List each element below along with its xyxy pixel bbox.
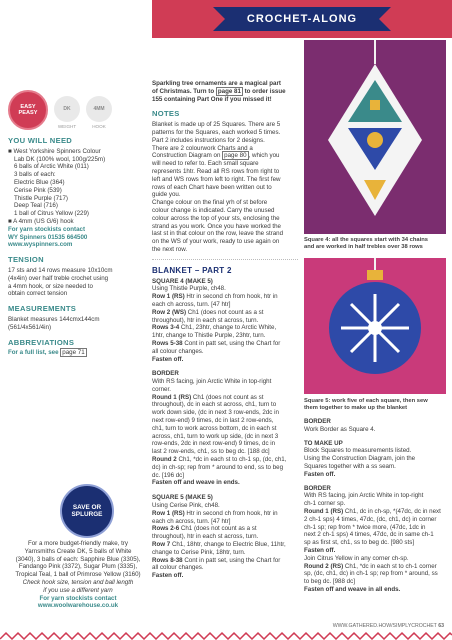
you-will-need-heading: YOU WILL NEED — [8, 136, 73, 145]
page-number: 63 — [438, 623, 444, 629]
yarn-ball-icon — [54, 96, 80, 122]
square4-heading: SQUARE 4 (MAKE 5) — [152, 277, 213, 285]
need-line: 3 balls of each: — [14, 171, 56, 179]
page-link[interactable]: page 81 — [217, 87, 241, 95]
square4-photo — [304, 40, 446, 234]
tension-line: obtain correct tension — [8, 290, 68, 298]
border-heading: BORDER — [304, 484, 331, 492]
square5-heading: SQUARE 5 (MAKE 5) — [152, 494, 213, 502]
right-column-text: BORDER Work Border as Square 4. TO MAKE UP Block Squares to measurements listed. Using the Construction Diagram, join the Squares together with a ss seam. Fasten off. BORDER With RS facing, join Arctic White in top-right ch-1 corner sp. Round 1 (RS) Ch1, dc in ch-sp, *(47dc, dc in next 2 ch-1 sps) 4 times, 47dc, (dc, ch1, dc) in corner ch-1 sp; rep from * twice more, (47dc, 1dc in next 2 ch-1 sps) 4 times, 47dc, dc in same ch-1 sp as first st, ch1, ss to beg dc. [980 sts] Fasten off. Join Citrus Yellow in any corner ch-sp. Round 2 (RS) Ch1, *dc in each st to ch-1 corner sp, (dc, ch1, dc) in ch-1 sp; rep from * around, ss to beg dc. [988 dc] Fasten off and weave in all ends. — [304, 418, 446, 594]
blanket-heading: BLANKET – PART 2 — [152, 265, 232, 275]
woolwarehouse-link[interactable]: www.woolwarehouse.co.uk — [37, 602, 119, 610]
save-or-splurge-text: For a more budget-friendly make, try Yarnsmiths Create DK, 5 balls of White (3040), 3 balls of each: Sapphire Blue (3305), Fandango Pink (3372), Sugar Plum (3335), Tropical Teal, 1 ball of Primrose Yellow (3160) Check hook size, tension and ball length if you use a different yarn For yarn stockists contact www.woolwarehouse.co.uk — [8, 540, 148, 610]
measurement-line: (561/4x561/4in) — [8, 323, 51, 331]
left-column — [8, 130, 148, 357]
tension-line: a 4mm hook, or size needed to — [8, 282, 93, 290]
tension-line: (4x4in) over half treble crochet using — [8, 274, 109, 282]
save-or-splurge-badge: SAVE OR SPLURGE — [60, 484, 114, 538]
notes-heading: NOTES — [152, 109, 180, 119]
easy-badge — [8, 90, 48, 130]
need-line: Lab DK (100% wool, 100g/225m) — [14, 155, 106, 163]
stockists-url[interactable]: www.wyspinners.com — [8, 241, 73, 249]
weight-value: DK — [63, 106, 71, 112]
square5-photo — [304, 258, 446, 394]
abbreviations-heading: ABBREVIATIONS — [8, 337, 75, 347]
tension-line: 17 sts and 14 rows measure 10x10cm — [8, 266, 113, 274]
stockists-phone: WY Spinners 01535 664500 — [8, 233, 88, 241]
square4-caption: Square 4: all the squares start with 34 chains and are worked in half trebles over 38 rows — [304, 237, 429, 250]
hook-label: HOOK — [92, 124, 106, 129]
need-line: Cerise Pink (539) — [14, 186, 62, 194]
middle-column: Sparkling tree ornaments are a magical part of Christmas. Turn to page 81 to order issue 155 containing Part One if you missed it! NOTES Blanket is made up of 25 Squares. There are 5 patterns for the Squares, each worked 5 times. Part 2 includes instructions for 2 designs. There are 2 colourwork Charts and a Construction Diagram on page 80 , which you will need to refer to. Each small square represents 1htr. Read all RS rows from right to left and WS rows from left to right. The first few rows of each Chart have been written out to guide you. Change colour on the final yrh of st before colour change is indicated. Carry the unused colour across the top of your sts, enclosing the strand as you work. Once you have worked the last st in that colour on the row, leave the strand on the WS of your work, ready to use again on the next row. BLANKET – PART 2 SQUARE 4 (MAKE 5) Using Thistle Purple, ch48. Row 1 (RS) Htr in second ch from hook, htr in each ch across, turn. [47 htr] Row 2 (WS) Ch1 (does not count as a st throughout), htr in each st across, turn. Rows 3-4 Ch1, 23htr, change to Arctic White, 1htr, change to Thistle Purple, 23htr, turn. Rows 5-38 Cont in patt set, using the Chart for all colour changes. Fasten off. BORDER With RS facing, join Arctic White in top-right corner. Round 1 (RS) Ch1 (does not count as st throughout), dc in each st across, ch1, turn to work down side, (dc in next 3 row-ends, 2dc in next row-end) 9 times, dc in last 2 row-ends, ch1, turn to work across bottom, dc in each st across, ch1, turn to work up side, (dc in next 3 row-ends, 2dc in next row-end) 9 times, dc in last 2 row-ends, ch1, ss to beg dc. [188 dc] Round 2 Ch1, *dc in each st to ch-1 sp, (dc, ch1, dc) in ch-sp; rep from * around to end, ss to beg dc. [196 dc] Fasten off and weave in ends. SQUARE 5 (MAKE 5) Using Cerise Pink, ch48. Row 1 (RS) Htr in second ch from hook, htr in each ch across, turn. [47 htr] Rows 2-6 Ch1 (does not count as a st throughout), htr in each st across, turn. Row 7 Ch1, 18htr, change to Electric Blue, 11htr, change to Cerise Pink, 18htr, turn. Rows 8-38 Cont in patt set, using the Chart for all colour changes. Fasten off. — [152, 80, 298, 580]
border-heading: BORDER — [304, 418, 331, 425]
page-link[interactable]: page 80 — [224, 152, 247, 160]
stockists-line: For yarn stockists contact — [8, 225, 86, 233]
measurement-line: Blanket measures 144cmx144cm — [8, 315, 100, 323]
section-title: CROCHET-ALONG — [225, 7, 379, 31]
page-link[interactable]: page 71 — [62, 349, 85, 357]
divider — [152, 259, 298, 260]
abbreviations-line: For a full list, see page 71 — [8, 349, 85, 357]
tension-heading: TENSION — [8, 255, 44, 265]
page-footer — [0, 623, 452, 640]
need-line: 1 ball of Citrus Yellow (229) — [14, 210, 89, 218]
hook-badge — [86, 96, 112, 129]
weight-badge — [54, 96, 80, 129]
need-line: Electric Blue (364) — [14, 178, 65, 186]
make-up-heading: TO MAKE UP — [304, 439, 343, 447]
need-line: ■ West Yorkshire Spinners Colour — [8, 147, 101, 155]
need-line: Deep Teal (716) — [14, 202, 58, 210]
hook-value: 4MM — [93, 106, 105, 112]
square5-caption: Square 5: work five of each square, then sew them together to make up the blanket — [304, 398, 428, 411]
measurements-heading: MEASUREMENTS — [8, 304, 77, 314]
difficulty-badges — [8, 90, 112, 130]
need-line: 6 balls of Arctic White (011) — [14, 163, 89, 171]
border-heading: BORDER — [152, 370, 179, 378]
easy-badge-line2: PEASY — [18, 110, 38, 116]
hook-icon — [86, 96, 112, 122]
zigzag-border — [0, 631, 452, 640]
easy-badge-line1: EASY — [20, 104, 36, 110]
footer-url[interactable]: WWW.GATHERED.HOW/SIMPLYCROCHET 63 — [332, 623, 444, 629]
need-line: ■ A 4mm (US G/6) hook — [8, 217, 74, 225]
weight-label: WEIGHT — [57, 124, 77, 129]
need-line: Thistle Purple (717) — [14, 194, 68, 202]
header-banner — [152, 0, 452, 38]
